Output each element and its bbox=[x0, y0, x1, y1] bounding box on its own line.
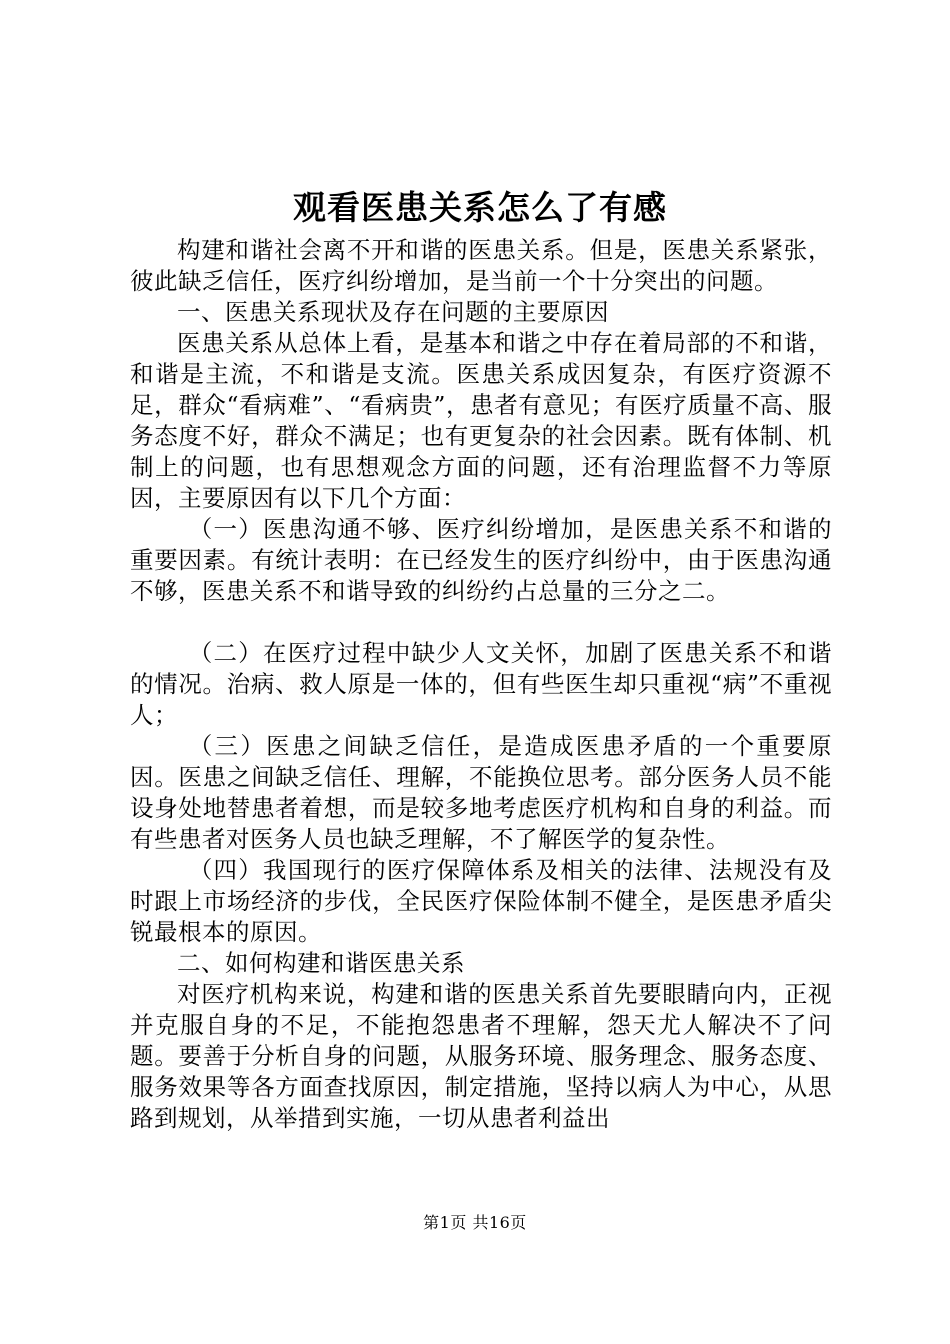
section-2-heading: 二、如何构建和谐医患关系 bbox=[177, 949, 465, 977]
page-footer: 第1页 共16页 bbox=[423, 1213, 527, 1232]
section-1-paragraph: 医患关系从总体上看，是基本和谐之中存在着局部的不和谐，和谐是主流，不和谐是支流。医患关系成因复杂，有医疗资源不足，群众“看病难”、“看病贵”，患者有意见；有医疗质量不高、服务态度不好，群众不满足；也有更复杂的社会因素。既有体制、机制上的问题，也有思想观念方面的问题，还有治理监督不力等原因，主要原因有以下几个方面： bbox=[130, 329, 832, 512]
intro-paragraph: 构建和谐社会离不开和谐的医患关系。但是，医患关系紧张，彼此缺乏信任，医疗纠纷增加，是当前一个十分突出的问题。 bbox=[130, 236, 832, 295]
section-1-item-3: （三）医患之间缺乏信任，是造成医患矛盾的一个重要原因。医患之间缺乏信任、理解，不能换位思考。部分医务人员不能设身处地替患者着想，而是较多地考虑医疗机构和自身的利益。而有些患者对医务人员也缺乏理解，不了解医学的复杂性。 bbox=[130, 732, 832, 853]
section-1-item-2: （二）在医疗过程中缺少人文关怀，加剧了医患关系不和谐的情况。治病、救人原是一体的，但有些医生却只重视“病”不重视人； bbox=[130, 639, 832, 729]
section-2-paragraph: 对医疗机构来说，构建和谐的医患关系首先要眼睛向内，正视并克服自身的不足，不能抱怨患者不理解，怨天尤人解决不了问题。要善于分析自身的问题，从服务环境、服务理念、服务态度、服务效果等各方面查找原因，制定措施，坚持以病人为中心，从思路到规划，从举措到实施，一切从患者利益出 bbox=[130, 980, 832, 1132]
section-1-heading: 一、医患关系现状及存在问题的主要原因 bbox=[177, 298, 609, 326]
section-1-item-4: （四）我国现行的医疗保障体系及相关的法律、法规没有及时跟上市场经济的步伐，全民医疗保险体制不健全，是医患矛盾尖锐最根本的原因。 bbox=[130, 856, 832, 946]
section-1-item-1: （一）医患沟通不够、医疗纠纷增加，是医患关系不和谐的重要因素。有统计表明：在已经发生的医疗纠纷中，由于医患沟通不够，医患关系不和谐导致的纠纷约占总量的三分之二。 bbox=[130, 515, 832, 605]
document-body bbox=[130, 235, 832, 1134]
document-title: 观看医患关系怎么了有感 bbox=[293, 188, 667, 227]
paragraph-gap bbox=[130, 607, 832, 638]
